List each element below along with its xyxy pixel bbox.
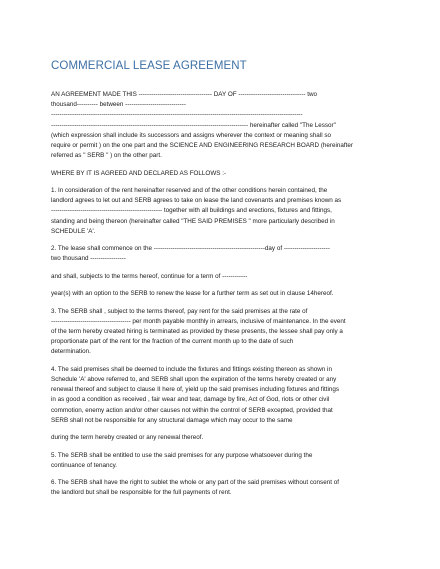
text-line: AN AGREEMENT MADE THIS ----------------------------------- DAY OF -------------------------------- two bbox=[51, 91, 317, 98]
text-line: in as good a condition as received , fair wear and tear, damage by fire, Act of God, riots or other civil bbox=[51, 396, 330, 404]
text-line: -------------------------------------- per month payable monthly in arrears, inclusive of maintenance. In the event bbox=[51, 317, 346, 325]
text-line: during the term hereby created or any renewal thereof. bbox=[51, 434, 204, 442]
text-line: 5. The SERB shall be entitled to use the said premises for any purpose whatsoever during the bbox=[51, 451, 313, 459]
text-line: thousand---------- between ----------------------------- bbox=[51, 101, 186, 109]
paragraph bbox=[51, 90, 391, 161]
text-line: SERB shall not be responsible for any structural damage which may occur to the same bbox=[51, 416, 293, 424]
text-line: and shall, subjects to the terms hereof, continue for a term of ------------ bbox=[51, 272, 248, 280]
text-line: WHERE BY IT IS AGREED AND DECLARED AS FOLLOWS :- bbox=[51, 169, 227, 177]
text-line: 3. The SERB shall , subject to the terms thereof, pay rent for the said premises at the rate of bbox=[51, 307, 308, 315]
text-line: 6. The SERB shall have the right to sublet the whole or any part of the said premises without consent of bbox=[51, 479, 339, 487]
paragraph bbox=[51, 272, 391, 282]
paragraph bbox=[51, 365, 391, 426]
text-line: 1. In consideration of the rent hereinafter reserved and of the other conditions herein contained, the bbox=[51, 187, 328, 194]
text-line: SCHEDULE 'A'. bbox=[51, 227, 96, 235]
text-line: (which expression shall include its successors and assigns wherever the context or meaning shall so bbox=[51, 131, 331, 139]
text-line: proportionate part of the rent for the fraction of the current month up to the date of such bbox=[51, 338, 294, 346]
text-line: of the term hereby created hiring is terminated as provided by these presents, the lessee shall pay only a bbox=[51, 327, 343, 335]
paragraph bbox=[51, 186, 391, 237]
text-line: ---------------------------------------------------------------------------------------------- hereinafter called "The Lessor" bbox=[51, 121, 336, 129]
text-line: ----------------------------------------------------- together with all buildings and erections, fixtures and fittings, bbox=[51, 207, 332, 215]
text-line: referred as " SERB " ) on the other part. bbox=[51, 152, 162, 160]
text-line: renewal thereof and subject to clause II here of, yield up the said premises including fixtures and fittings bbox=[51, 386, 340, 394]
text-line: determination. bbox=[51, 348, 91, 356]
document-body bbox=[51, 90, 391, 506]
text-line: continuance of tenancy. bbox=[51, 461, 118, 469]
paragraph bbox=[51, 307, 391, 358]
text-line: two thousand ----------------- bbox=[51, 255, 126, 263]
text-line: 4. The said premises shall be deemed to include the fixtures and fittings existing thereon as shown in bbox=[51, 365, 332, 373]
text-line: 2. The lease shall commence on the -----------------------------------------------------day of ---------------------- bbox=[51, 245, 330, 253]
document-title: COMMERCIAL LEASE AGREEMENT bbox=[51, 60, 247, 72]
paragraph bbox=[51, 451, 391, 471]
paragraph bbox=[51, 244, 391, 264]
text-line: standing and being thereon (hereinafter called "THE SAID PREMISES " more particularly described in bbox=[51, 217, 335, 225]
text-line: the landlord but shall be responsible for the full payments of rent. bbox=[51, 489, 232, 497]
paragraph bbox=[51, 433, 391, 443]
text-line: year(s) with an option to the SERB to renew the lease for a further term as set out in clause 14hereof. bbox=[51, 290, 334, 298]
text-line: landlord agrees to let out and SERB agrees to take on lease the land covenants and premises known as bbox=[51, 197, 342, 205]
text-line: ------------------------------------------------------------------------------------------------------------------------ bbox=[51, 111, 303, 119]
paragraph bbox=[51, 169, 391, 179]
text-line: Schedule 'A' above referred to, and SERB shall upon the expiration of the terms hereby created or any bbox=[51, 375, 337, 383]
text-line: commotion, enemy action and/or other causes not within the control of SERB excepted, provided that bbox=[51, 406, 333, 414]
text-line: require or permit ) on the one part and the SCIENCE AND ENGINEERING RESEARCH BOARD (hereinafter bbox=[51, 142, 354, 150]
paragraph bbox=[51, 289, 391, 299]
paragraph bbox=[51, 478, 391, 498]
